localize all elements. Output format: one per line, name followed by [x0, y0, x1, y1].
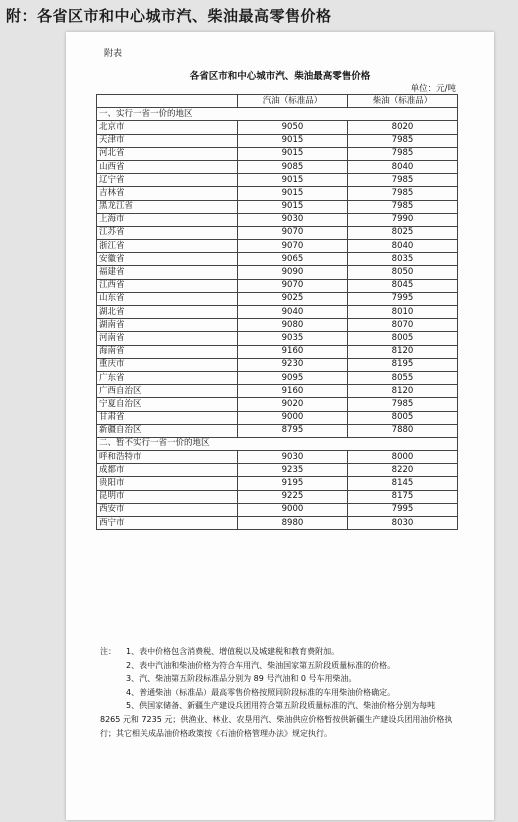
notes: [100, 645, 456, 740]
gasoline-price-cell: 9015: [237, 134, 347, 147]
table-row: [97, 411, 458, 424]
diesel-price-cell: 8005: [347, 332, 457, 345]
table-row: [97, 424, 458, 437]
diesel-price-cell: 8055: [347, 371, 457, 384]
gasoline-price-cell: 9025: [237, 292, 347, 305]
gasoline-price-cell: 9070: [237, 279, 347, 292]
gasoline-price-cell: 9065: [237, 253, 347, 266]
table-row: [97, 266, 458, 279]
gasoline-price-cell: 9225: [237, 490, 347, 503]
table-row: [97, 240, 458, 253]
region-cell: 浙江省: [97, 240, 238, 253]
diesel-price-cell: 8070: [347, 319, 457, 332]
table-row: [97, 187, 458, 200]
gasoline-price-cell: 9050: [237, 121, 347, 134]
region-cell: 天津市: [97, 134, 238, 147]
table-row: [97, 517, 458, 530]
table-row: [97, 451, 458, 464]
region-cell: 湖北省: [97, 306, 238, 319]
region-cell: 山西省: [97, 160, 238, 173]
gasoline-price-cell: 9160: [237, 345, 347, 358]
table-row: [97, 213, 458, 226]
region-cell: 江苏省: [97, 226, 238, 239]
gasoline-price-cell: 9070: [237, 226, 347, 239]
region-cell: 山东省: [97, 292, 238, 305]
gasoline-price-cell: 9195: [237, 477, 347, 490]
header-diesel-cell: 柴油（标准品）: [347, 95, 457, 108]
diesel-price-cell: 7985: [347, 200, 457, 213]
region-cell: 辽宁省: [97, 174, 238, 187]
table-row: [97, 345, 458, 358]
table-row: [97, 134, 458, 147]
table-row: [97, 160, 458, 173]
region-cell: 海南省: [97, 345, 238, 358]
diesel-price-cell: 7985: [347, 147, 457, 160]
diesel-price-cell: 7985: [347, 398, 457, 411]
region-cell: 北京市: [97, 121, 238, 134]
diesel-price-cell: 8120: [347, 345, 457, 358]
table-row: [97, 358, 458, 371]
table-row: [97, 464, 458, 477]
gasoline-price-cell: 9090: [237, 266, 347, 279]
gasoline-price-cell: 9070: [237, 240, 347, 253]
note-item: 1、表中价格包含消费税、增值税以及城建税和教育费附加。: [126, 647, 340, 656]
gasoline-price-cell: 8980: [237, 517, 347, 530]
diesel-price-cell: 7995: [347, 292, 457, 305]
region-cell: 广东省: [97, 371, 238, 384]
header-region-cell: [97, 95, 238, 108]
table-row: [97, 147, 458, 160]
table-row: [97, 174, 458, 187]
document-sheet: [66, 32, 494, 820]
section-row: [97, 437, 458, 450]
gasoline-price-cell: 9095: [237, 371, 347, 384]
gasoline-price-cell: 9000: [237, 503, 347, 516]
diesel-price-cell: 8120: [347, 385, 457, 398]
table-row: [97, 319, 458, 332]
region-cell: 甘肃省: [97, 411, 238, 424]
gasoline-price-cell: 9235: [237, 464, 347, 477]
diesel-price-cell: 8035: [347, 253, 457, 266]
diesel-price-cell: 8025: [347, 226, 457, 239]
table-row: [97, 253, 458, 266]
gasoline-price-cell: 9015: [237, 200, 347, 213]
region-cell: 广西自治区: [97, 385, 238, 398]
diesel-price-cell: 7985: [347, 174, 457, 187]
header-gasoline-cell: 汽油（标准品）: [237, 95, 347, 108]
note-item: 4、普通柴油（标准品）最高零售价格按照同阶段标准的车用柴油价格确定。: [126, 687, 396, 697]
region-cell: 湖南省: [97, 319, 238, 332]
gasoline-price-cell: 9015: [237, 174, 347, 187]
table-row: [97, 200, 458, 213]
diesel-price-cell: 8195: [347, 358, 457, 371]
diesel-price-cell: 8050: [347, 266, 457, 279]
region-cell: 福建省: [97, 266, 238, 279]
price-table: [96, 94, 458, 530]
diesel-price-cell: 8040: [347, 160, 457, 173]
region-cell: 新疆自治区: [97, 424, 238, 437]
region-cell: 成都市: [97, 464, 238, 477]
gasoline-price-cell: 9015: [237, 187, 347, 200]
appendix-label: 附表: [104, 49, 123, 59]
gasoline-price-cell: 9035: [237, 332, 347, 345]
section-row: [97, 108, 458, 121]
region-cell: 西宁市: [97, 517, 238, 530]
table-row: [97, 503, 458, 516]
diesel-price-cell: 7990: [347, 213, 457, 226]
diesel-price-cell: 8005: [347, 411, 457, 424]
diesel-price-cell: 8220: [347, 464, 457, 477]
table-row: [97, 226, 458, 239]
region-cell: 江西省: [97, 279, 238, 292]
region-cell: 呼和浩特市: [97, 451, 238, 464]
region-cell: 西安市: [97, 503, 238, 516]
table-row: [97, 371, 458, 384]
diesel-price-cell: 8045: [347, 279, 457, 292]
table-row: [97, 279, 458, 292]
unit-label: 单位：元/吨: [410, 84, 456, 94]
region-cell: 上海市: [97, 213, 238, 226]
diesel-price-cell: 8040: [347, 240, 457, 253]
gasoline-price-cell: 9160: [237, 385, 347, 398]
table-row: [97, 398, 458, 411]
section2-title: 二、暂不实行一省一价的地区: [97, 437, 458, 450]
table-row: [97, 477, 458, 490]
gasoline-price-cell: 9000: [237, 411, 347, 424]
region-cell: 贵阳市: [97, 477, 238, 490]
gasoline-price-cell: 9020: [237, 398, 347, 411]
gasoline-price-cell: 9030: [237, 213, 347, 226]
diesel-price-cell: 8020: [347, 121, 457, 134]
region-cell: 吉林省: [97, 187, 238, 200]
note-item: 5、供国家储备、新疆生产建设兵团用符合第五阶段质量标准的汽、柴油价格分别为每吨 8265 元和 7235 元；供渔业、林业、农垦用汽、柴油供应价格暂按供新疆生产建设兵团用油价格执行；其它相关成品油价格政策按《石油价格管理办法》规定执行。: [100, 701, 453, 738]
diesel-price-cell: 7995: [347, 503, 457, 516]
gasoline-price-cell: 9030: [237, 451, 347, 464]
section1-title: 一、实行一省一价的地区: [97, 108, 458, 121]
gasoline-price-cell: 9085: [237, 160, 347, 173]
page-heading: 附：各省区市和中心城市汽、柴油最高零售价格: [6, 7, 332, 25]
diesel-price-cell: 7880: [347, 424, 457, 437]
region-cell: 河北省: [97, 147, 238, 160]
diesel-price-cell: 8175: [347, 490, 457, 503]
note-item: 3、汽、柴油第五阶段标准品分别为 89 号汽油和 0 号车用柴油。: [126, 674, 357, 684]
table-row: [97, 121, 458, 134]
region-cell: 安徽省: [97, 253, 238, 266]
diesel-price-cell: 8000: [347, 451, 457, 464]
table-row: [97, 490, 458, 503]
table-title: 各省区市和中心城市汽、柴油最高零售价格: [189, 71, 371, 82]
table-row: [97, 292, 458, 305]
table-header-row: [97, 95, 458, 108]
diesel-price-cell: 7985: [347, 134, 457, 147]
region-cell: 黑龙江省: [97, 200, 238, 213]
gasoline-price-cell: 9080: [237, 319, 347, 332]
note-item: 2、表中汽油和柴油价格为符合车用汽、柴油国家第五阶段质量标准的价格。: [126, 660, 396, 670]
region-cell: 昆明市: [97, 490, 238, 503]
gasoline-price-cell: 9040: [237, 306, 347, 319]
gasoline-price-cell: 8795: [237, 424, 347, 437]
gasoline-price-cell: 9015: [237, 147, 347, 160]
table-row: [97, 306, 458, 319]
region-cell: 宁夏自治区: [97, 398, 238, 411]
notes-prefix: 注：: [100, 647, 116, 656]
table-row: [97, 332, 458, 345]
diesel-price-cell: 7985: [347, 187, 457, 200]
region-cell: 河南省: [97, 332, 238, 345]
gasoline-price-cell: 9230: [237, 358, 347, 371]
table-row: [97, 385, 458, 398]
region-cell: 重庆市: [97, 358, 238, 371]
diesel-price-cell: 8145: [347, 477, 457, 490]
diesel-price-cell: 8010: [347, 306, 457, 319]
diesel-price-cell: 8030: [347, 517, 457, 530]
